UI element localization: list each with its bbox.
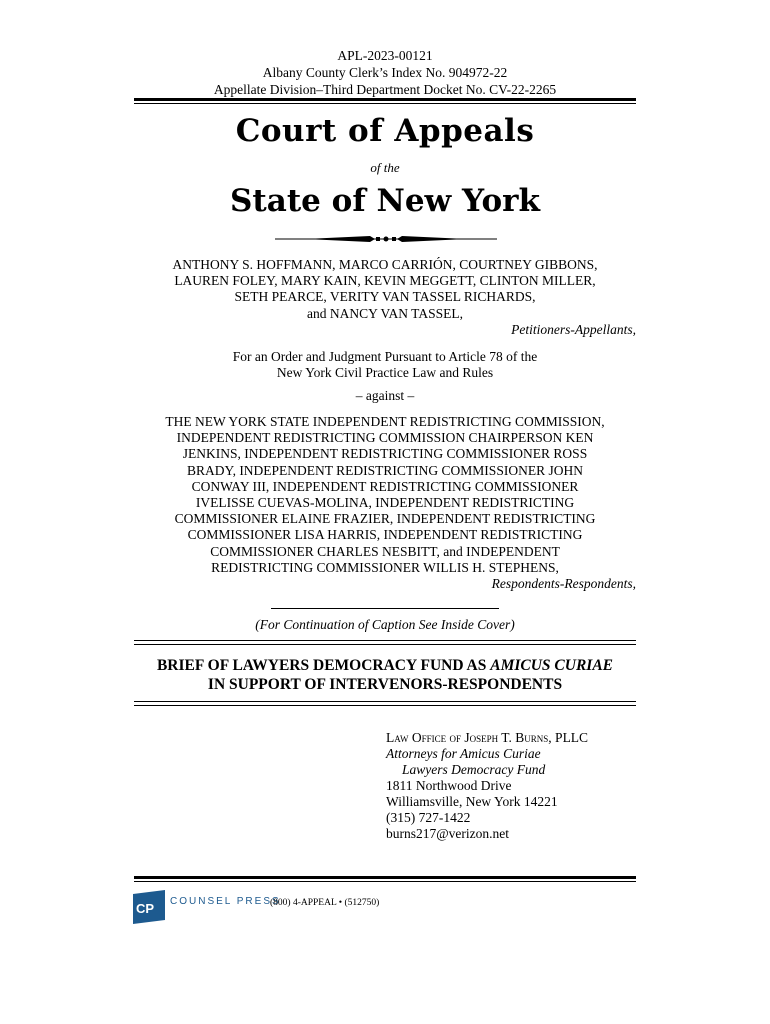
footer-phone: (800) 4-APPEAL • (512750) [270, 898, 380, 908]
respondents-line: COMMISSIONER ELAINE FRAZIER, INDEPENDENT REDISTRICTING [174, 511, 596, 527]
respondents-line: IVELISSE CUEVAS-MOLINA, INDEPENDENT REDISTRICTING [195, 495, 575, 511]
flourish-divider [275, 232, 497, 246]
counsel-client: Lawyers Democracy Fund [402, 762, 546, 777]
counsel-press-wordmark: COUNSEL PRESS [170, 896, 281, 907]
logo-letters: CP [136, 901, 155, 916]
title-bottom-rule [134, 701, 636, 702]
petitioners-role: Petitioners-Appellants, [511, 321, 636, 337]
state-title: State of New York [230, 183, 540, 219]
respondents-line: REDISTRICTING COMMISSIONER WILLIS H. STEPHENS, [211, 559, 559, 575]
appellate-docket-number: Appellate Division–Third Department Docket No. CV-22-2265 [213, 82, 557, 97]
respondents-line: BRADY, INDEPENDENT REDISTRICTING COMMISSIONER JOHN [187, 462, 583, 478]
petitioners-line: and NANCY VAN TASSEL, [307, 305, 463, 321]
docket-number: APL-2023-00121 [337, 48, 433, 63]
court-title: Court of Appeals [235, 113, 535, 149]
brief-title-line-2: IN SUPPORT OF INTERVENORS-RESPONDENTS [207, 676, 563, 693]
counsel-phone: (315) 727-1422 [386, 810, 471, 825]
proceeding-description [134, 349, 636, 381]
docket-header [0, 47, 770, 98]
petitioners-line: LAUREN FOLEY, MARY KAIN, KEVIN MEGGETT, CLINTON MILLER, [174, 273, 596, 289]
header-rule [134, 98, 636, 101]
respondents-line: INDEPENDENT REDISTRICTING COMMISSION CHAIRPERSON KEN [176, 430, 594, 446]
footer-rule [134, 876, 636, 879]
respondents-line: CONWAY III, INDEPENDENT REDISTRICTING COMMISSIONER [191, 478, 579, 494]
index-number: Albany County Clerk’s Index No. 904972-22 [262, 65, 508, 80]
title-top-rule [134, 640, 636, 641]
respondents-line: COMMISSIONER LISA HARRIS, INDEPENDENT REDISTRICTING [187, 527, 583, 543]
against-label: – against – [355, 388, 415, 403]
counsel-press-logo-icon [133, 890, 165, 924]
brief-title-line-1: BRIEF OF LAWYERS DEMOCRACY FUND AS AMICUS CURIAE [156, 657, 614, 674]
amicus-curiae-italic: AMICUS CURIAE [490, 657, 614, 674]
continuation-note: (For Continuation of Caption See Inside Cover) [255, 617, 515, 632]
counsel-block [386, 730, 588, 842]
respondents-line: COMMISSIONER CHARLES NESBITT, and INDEPENDENT [210, 543, 560, 559]
respondents-line: THE NEW YORK STATE INDEPENDENT REDISTRICTING COMMISSION, [165, 414, 605, 429]
counsel-email: burns217@verizon.net [386, 826, 510, 841]
caption-rule [271, 608, 499, 609]
brief-title [0, 656, 770, 694]
petitioners-line: SETH PEARCE, VERITY VAN TASSEL RICHARDS, [234, 289, 536, 305]
counsel-address-city: Williamsville, New York 14221 [386, 794, 558, 809]
petitioners-block [134, 257, 636, 338]
respondents-role: Respondents-Respondents, [491, 576, 636, 592]
of-the-label: of the [370, 160, 400, 175]
counsel-role: Attorneys for Amicus Curiae [386, 746, 541, 761]
proceeding-line: New York Civil Practice Law and Rules [276, 365, 494, 381]
respondents-block [134, 414, 636, 592]
petitioners-line: ANTHONY S. HOFFMANN, MARCO CARRIÓN, COURTNEY GIBBONS, [172, 257, 598, 272]
counsel-address-street: 1811 Northwood Drive [386, 778, 512, 793]
respondents-line: JENKINS, INDEPENDENT REDISTRICTING COMMISSIONER ROSS [182, 446, 588, 462]
proceeding-line: For an Order and Judgment Pursuant to Article 78 of the [232, 349, 538, 364]
law-firm-name: Law Office of Joseph T. Burns, PLLC [386, 730, 589, 745]
